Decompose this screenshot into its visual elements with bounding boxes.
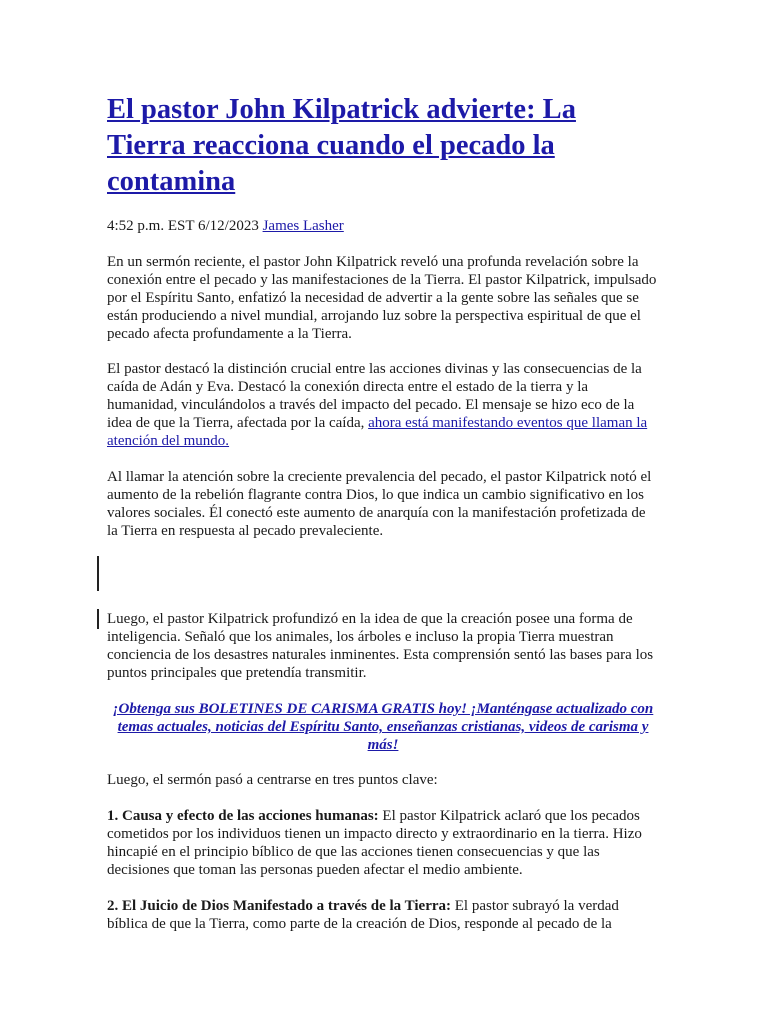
- author-link[interactable]: James Lasher: [262, 218, 344, 234]
- article-title-link[interactable]: El pastor John Kilpatrick advierte: La Tierra reacciona cuando el pecado la contamina: [107, 94, 576, 197]
- point-2: [107, 897, 659, 933]
- point-1-label: 1. Causa y efecto de las acciones humanas:: [107, 808, 379, 824]
- point-2-label: 2. El Juicio de Dios Manifestado a través de la Tierra:: [107, 898, 452, 914]
- timestamp: 4:52 p.m. EST 6/12/2023: [107, 218, 259, 234]
- paragraph-2-text: El pastor destacó la distinción crucial entre las acciones divinas y las consecuencias de la caída de Adán y Eva. Destacó la conexión directa entre el estado de la tierra y la humanidad, vinculándolos a través del impacto del pecado. El mensaje se hizo eco de la idea de que la Tierra, afectada por la caída,: [107, 361, 642, 431]
- paragraph-5: Luego, el sermón pasó a centrarse en tres puntos clave:: [107, 772, 438, 788]
- text-cursor: [97, 556, 99, 591]
- article-meta: [107, 216, 344, 236]
- paragraph-1: En un sermón reciente, el pastor John Kilpatrick reveló una profunda revelación sobre la conexión entre el pecado y las manifestaciones de la Tierra. El pastor Kilpatrick, impulsado por el Espíritu Santo, enfatizó la necesidad de advertir a la gente sobre las señales que se están produciendo a nivel mundial, arrojando luz sobre la perspectiva espiritual de que el pecado afecta profundamente a la Tierra.: [107, 254, 657, 342]
- newsletter-cta: [107, 700, 659, 754]
- paragraph-3: Al llamar la atención sobre la creciente prevalencia del pecado, el pastor Kilpatrick notó el aumento de la rebelión flagrante contra Dios, lo que indica un cambio significativo en los valores sociales. Él conectó este aumento de anarquía con la manifestación profetizada de la Tierra en respuesta al pecado prevaleciente.: [107, 469, 652, 539]
- text-cursor: [97, 609, 99, 629]
- inline-link-events[interactable]: ahora está manifestando eventos que llaman la atención del mundo.: [107, 415, 648, 449]
- paragraph-2: [107, 360, 659, 450]
- article-title: [107, 92, 647, 200]
- point-2-text: El pastor subrayó la verdad bíblica de que la Tierra, como parte de la creación de Dios, responde al pecado de la: [107, 898, 619, 932]
- point-1-text: El pastor Kilpatrick aclaró que los pecados cometidos por los individuos tienen un impacto directo y extraordinario en la tierra. Hizo hincapié en el principio bíblico de que las acciones tienen consecuencias y que las decisiones que toman las personas pueden afectar el medio ambiente.: [107, 808, 642, 878]
- newsletter-cta-link[interactable]: ¡Obtenga sus BOLETINES DE CARISMA GRATIS hoy! ¡Manténgase actualizado con temas actuales, noticias del Espíritu Santo, enseñanzas cristianas, videos de carisma y más!: [112, 701, 654, 753]
- point-1: [107, 807, 659, 879]
- paragraph-4: Luego, el pastor Kilpatrick profundizó en la idea de que la creación posee una forma de inteligencia. Señaló que los animales, los árboles e incluso la propia Tierra muestran conciencia de los desastres naturales inminentes. Esta comprensión sentó las bases para los puntos principales que pretendía transmitir.: [107, 611, 654, 681]
